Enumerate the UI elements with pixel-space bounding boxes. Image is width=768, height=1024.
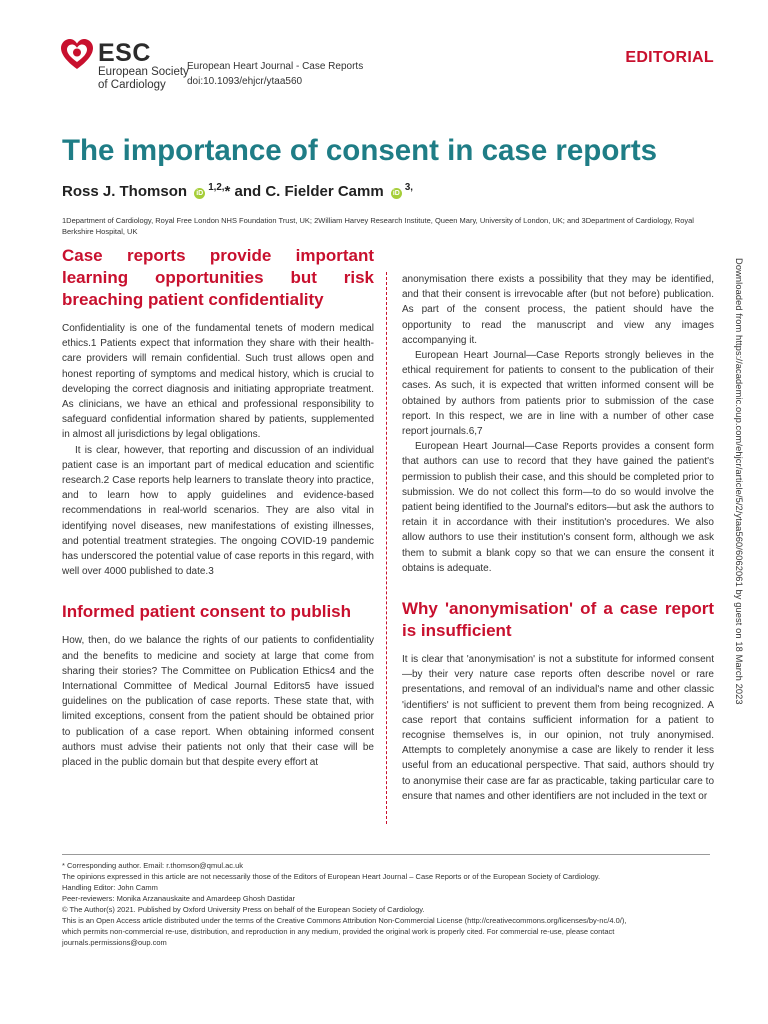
journal-name: European Heart Journal - Case Reports (187, 61, 364, 72)
author-1-star: * (224, 183, 231, 200)
logo-line1: European Society (98, 66, 189, 78)
paragraph: European Heart Journal—Case Reports provides a consent form that authors can use to record that they have gained the patient's permission to publish their case, and this should be completed prior to submission. We do not collect this form—to do so would involve the patient being identified to the Journal's editors—but ask the authors to retain it in accordance with their institution's procedures. We also allow authors to use their institution's consent form, although we ask them to submit a blank copy so that we can ensure the consent it obtains is adequate. (402, 441, 714, 574)
logo-esc: ESC (98, 39, 151, 67)
handling-editor: Handling Editor: John Camm (62, 883, 158, 892)
left-column (62, 245, 374, 770)
orcid-icon[interactable]: iD (392, 190, 400, 197)
license-line-3[interactable]: journals.permissions@oup.com (62, 938, 167, 947)
paragraph: Confidentiality is one of the fundamental tenets of modern medical ethics.1 Patients expect that information they share with their health-care providers will remain confidential. Such trust allows open and honest reporting of symptoms and medical history, which is crucial to developing the correct diagnosis and initiating appropriate treatment. As clinicians, we have an ethical and professional responsibility to safeguard confidential information shared by patients, supplemented in almost all jurisdictions by legal obligations. (62, 323, 374, 441)
license-line-1[interactable]: This is an Open Access article distributed under the terms of the Creative Commons Attribution Non-Commercial License (http://creativecommons.org/licenses/by-nc/4.0/), (62, 916, 627, 925)
download-watermark (732, 258, 746, 778)
author-line (62, 183, 413, 200)
journal-doi: doi:10.1093/ehjcr/ytaa560 (187, 76, 303, 87)
right-column (402, 272, 714, 804)
section-heading-3: Why 'anonymisation' of a case report is insufficient (402, 599, 714, 641)
corresponding-author[interactable]: * Corresponding author. Email: r.thomson@qmul.ac.uk (62, 861, 244, 870)
author-1-name[interactable]: Ross J. Thomson (62, 183, 188, 200)
peer-reviewers: Peer-reviewers: Monika Arzanauskaite and Amardeep Ghosh Dastidar (62, 894, 296, 903)
download-watermark-text: Downloaded from https://academic.oup.com/ehjcr/article/5/2/ytaa560/6062061 by guest on 18 March 2023 (734, 258, 744, 705)
journal-info (187, 59, 363, 89)
copyright: © The Author(s) 2021. Published by Oxford University Press on behalf of the European Society of Cardiology. (62, 905, 425, 914)
article-type-label: EDITORIAL (625, 49, 714, 66)
footnote-divider (62, 854, 710, 855)
opinions-disclaimer: The opinions expressed in this article are not necessarily those of the Editors of European Heart Journal – Case Reports or of the European Society of Cardiology. (62, 872, 601, 881)
paragraph: anonymisation there exists a possibility that they may be identified, and that their consent is irrevocable after (but not before) publication. As part of the consent process, the patient should have the opportunity to read the manuscript and view any images accompanying it. (402, 274, 714, 346)
orcid-icon[interactable]: iD (196, 190, 204, 197)
section-heading-2: Informed patient consent to publish (62, 602, 351, 622)
author-1-affil: 1,2, (208, 182, 225, 193)
license-line-2: which permits non-commercial re-use, distribution, and reproduction in any medium, provided the original work is properly cited. For commercial re-use, please contact (62, 927, 615, 936)
section-heading-1: Case reports provide important learning opportunities but risk breaching patient confidentiality (62, 246, 374, 309)
author-2-name[interactable]: and C. Fielder Camm (234, 183, 384, 200)
logo-line2: of Cardiology (98, 79, 166, 91)
esc-logo-text (98, 40, 189, 92)
paragraph: It is clear, however, that reporting and discussion of an individual patient case is an important part of medical education and scientific research.2 Case reports help learners to translate theory into practice, and to learn how to apply guidelines and evidence-based recommendations in real-world scenarios. They are also vital in identifying novel diseases, new manifestations of existing illnesses, and potential treatment strategies. The ongoing COVID-19 pandemic has underscored the potential value of case reports in this regard, with well over 4000 published to date.3 (62, 444, 374, 578)
article-title: The importance of consent in case reports (62, 134, 658, 167)
paragraph: It is clear that 'anonymisation' is not a substitute for informed consent—by their very nature case reports often describe novel or rare presentations, and removal of an individual's name and other classic 'identifiers' is not sufficient to prevent them from being recognized. A case report that contains sufficient information for a patient to recognise themselves is, in our opinion, not truly anonymised. Attempts to completely anonymise a case are likely to render it less useful from an educational perspective. That said, authors should try to anonymise their case are far as practicable, taking particular care to ensure that names and other identifiers are not included in the text or (402, 654, 714, 802)
author-2-affil: 3, (404, 182, 413, 193)
paragraph: European Heart Journal—Case Reports strongly believes in the ethical requirement for patients to consent to the publication of their cases. As such, it is expected that written informed consent will be obtained by authors from patients prior to submission of the case report. In this respect, we are in line with a number of other case report journals.6,7 (402, 350, 714, 438)
footnotes (62, 860, 722, 948)
esc-heart-logo-icon (60, 38, 94, 72)
column-divider (386, 272, 387, 824)
paragraph: How, then, do we balance the rights of our patients to confidentiality and the benefits to medicine and society at large that come from sharing their stories? The Committee on Publication Ethics4 and the International Committee of Medical Journal Editors5 have issued guidelines on the publication of case reports. These state that, with limited exceptions, consent from the patient should be obtained prior to publication of a case report. When obtaining informed consent authors must advise their patients not only that their case will be placed in the public domain but that despite every effort at (62, 635, 374, 769)
affiliations: 1Department of Cardiology, Royal Free London NHS Foundation Trust, UK; 2William Harvey Research Institute, Queen Mary, University of London, UK; and 3Department of Cardiology, Royal Berkshire Hospital, UK (62, 216, 694, 236)
